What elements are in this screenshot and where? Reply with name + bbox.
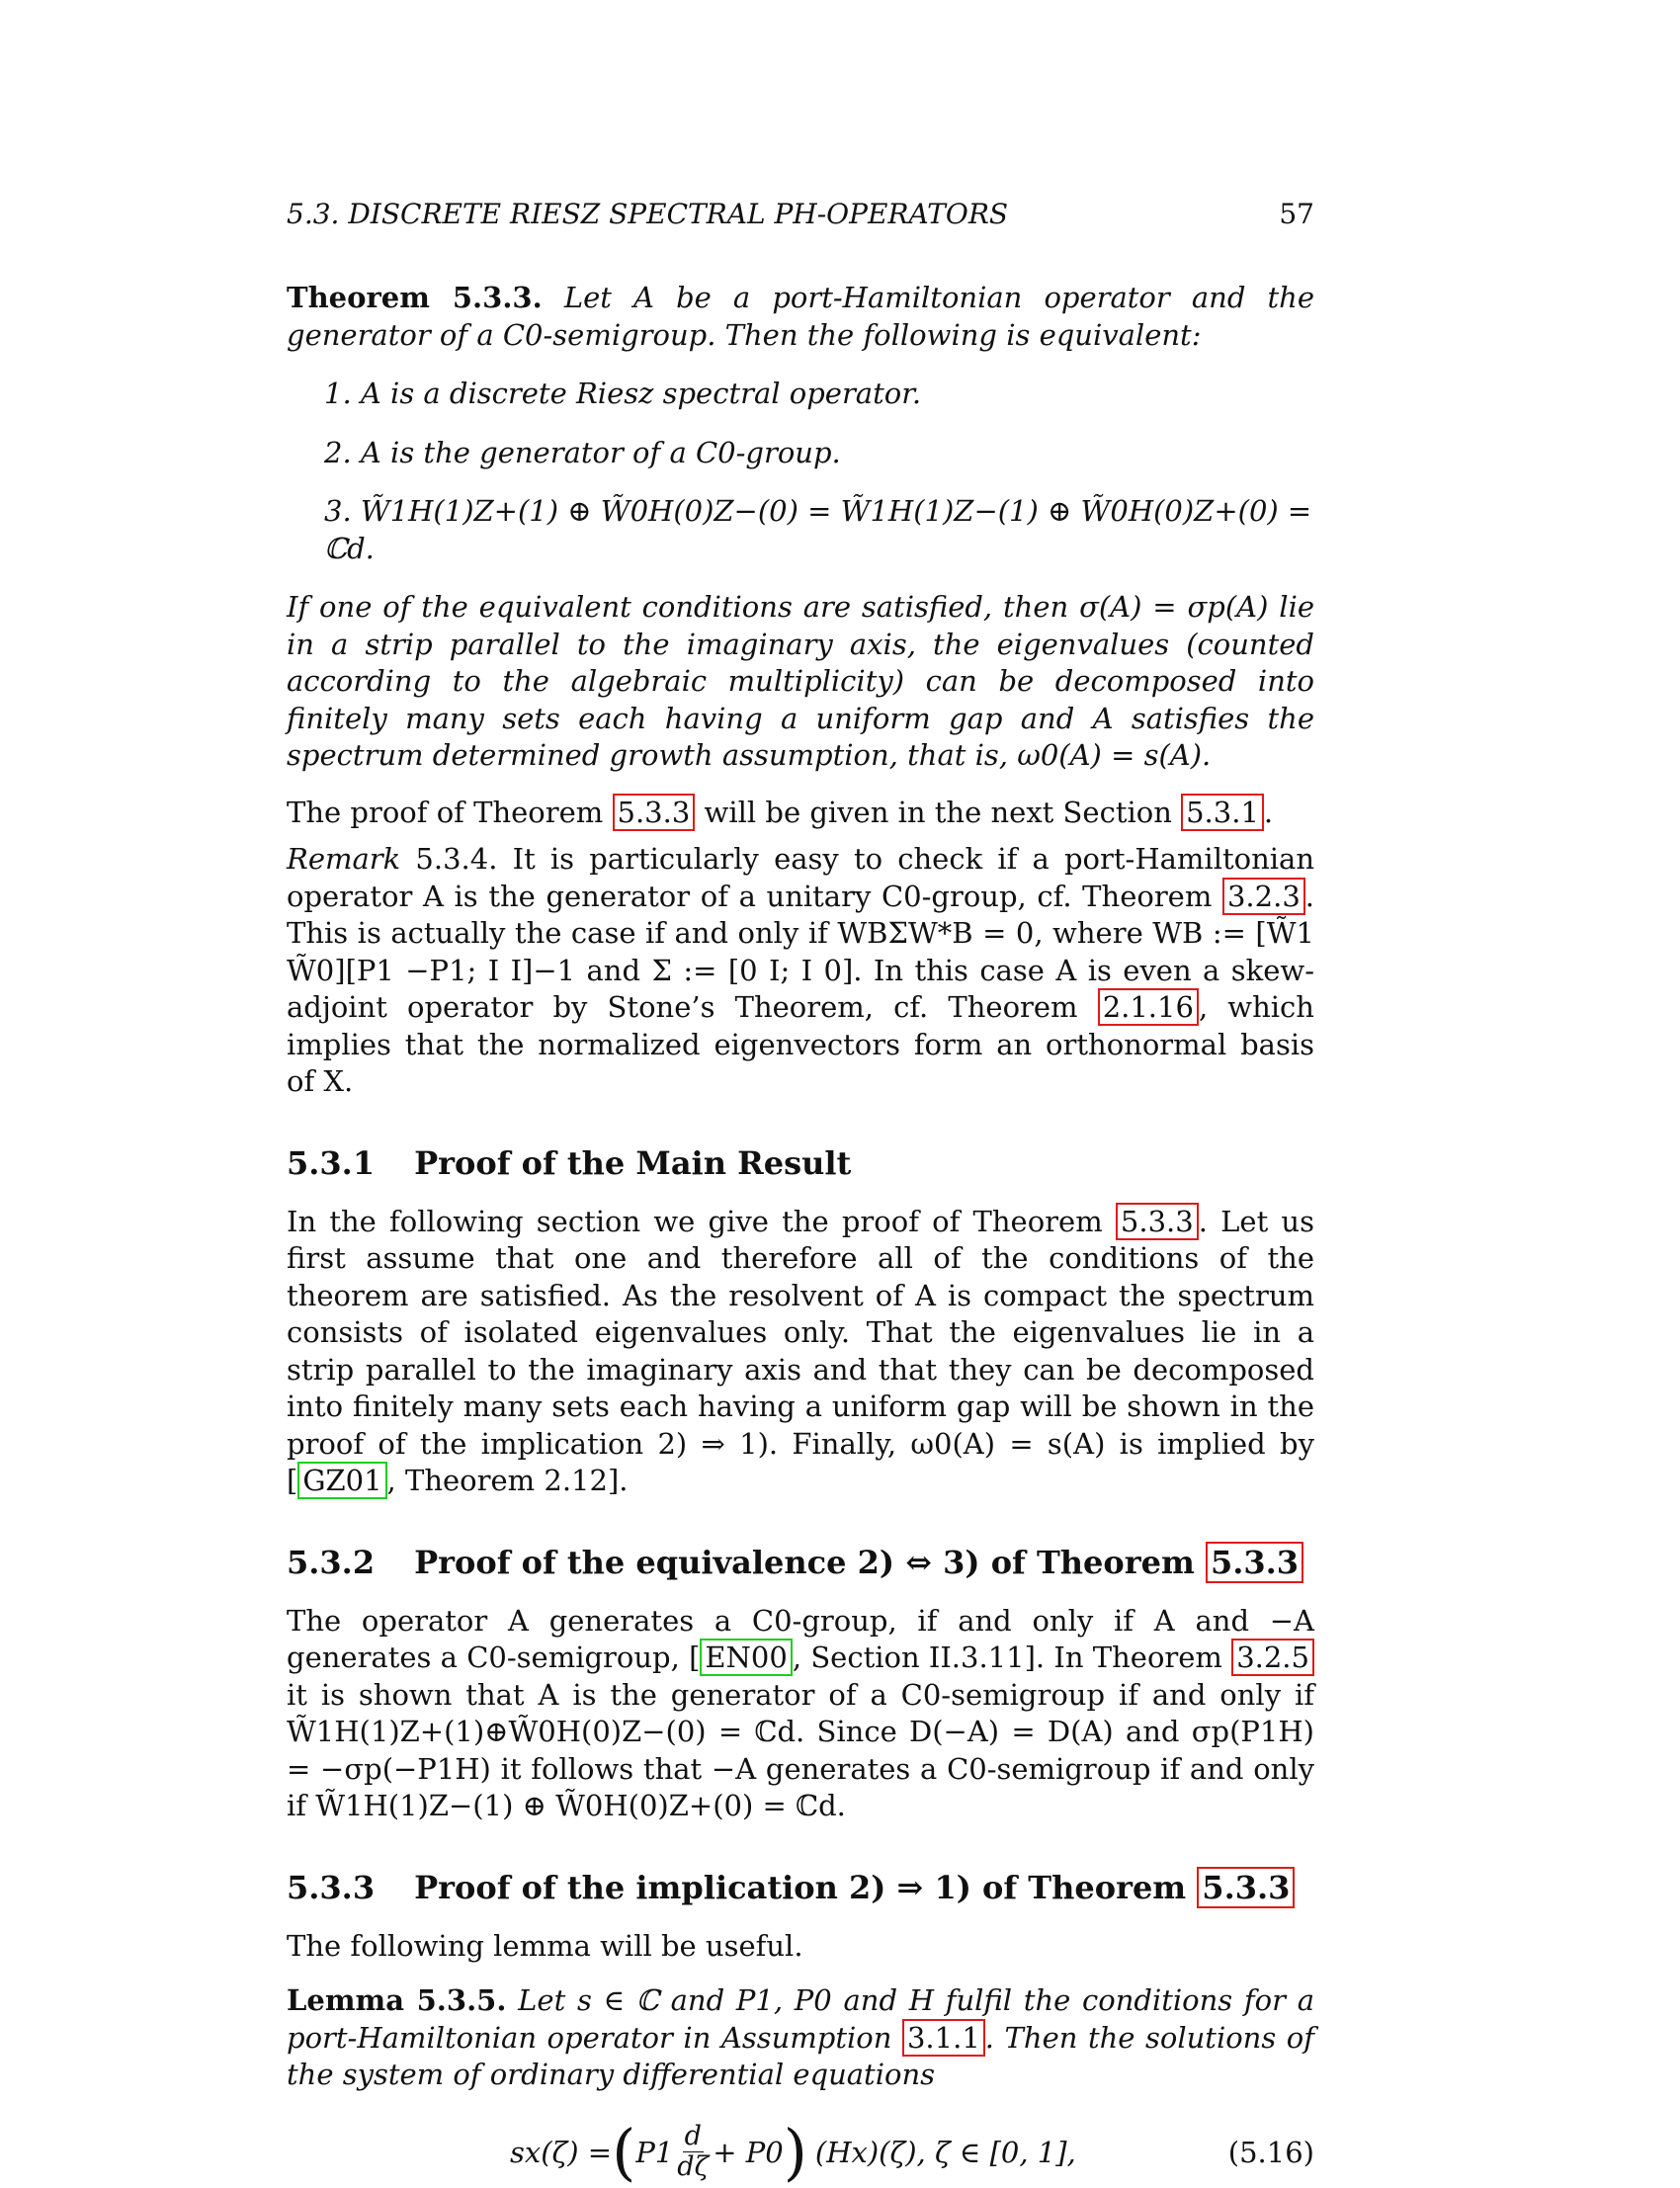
page	[287, 198, 1315, 2188]
equation-5-16	[287, 2115, 1314, 2188]
lemma-label: Lemma 5.3.5.	[287, 1983, 507, 2017]
lemma-text: . Then the solutions of the system of ordinary differential equations	[287, 2020, 1314, 2091]
remark-number: 5.3.4.	[400, 842, 513, 876]
section-heading	[287, 1544, 1314, 1581]
theorem-link[interactable]: 3.2.3	[1222, 878, 1305, 915]
equation-body	[510, 2115, 1076, 2188]
theorem-link[interactable]: 5.3.3	[1197, 1867, 1295, 1908]
section-text: In the following section we give the proof of Theorem	[287, 1204, 1116, 1238]
equation-number: (5.16)	[1227, 2135, 1314, 2169]
section-title	[414, 1544, 1303, 1581]
condition-item: 3. W̃1H(1)Z+(1) ⊕ W̃0H(0)Z−(0) = W̃1H(1)Z−(1) ⊕ W̃0H(0)Z+(0) = ℂd.	[324, 494, 1312, 565]
left-paren: (	[612, 2115, 636, 2188]
section-title: Proof of the Main Result	[414, 1143, 852, 1182]
theorem-link[interactable]: 5.3.3	[1116, 1203, 1199, 1240]
proof-note-text: The proof of Theorem	[287, 795, 613, 829]
proof-note-text: will be given in the next Section	[695, 795, 1182, 829]
theorem-link[interactable]: 5.3.3	[1206, 1542, 1303, 1583]
theorem-label: Theorem 5.3.3.	[287, 281, 543, 314]
section-text: it is shown that A is the generator of a C0-semigroup if and only if W̃1H(1)Z+(1)⊕W̃0H(0)Z−(0) = ℂd. Since D(−A) = D(A) and σp(P1H) = −σp(−P1H) it follows that −A generates a C0-semigroup if and only if W̃1H(1)Z−(1) ⊕ W̃0H(0)Z+(0) = ℂd.	[287, 1677, 1314, 1822]
citation-link[interactable]: EN00	[700, 1639, 792, 1676]
running-title: 5.3. DISCRETE RIESZ SPECTRAL PH-OPERATORS	[287, 198, 1009, 230]
section-body: The following lemma will be useful.	[287, 1928, 803, 1963]
equation-rhs: (Hx)(ζ), ζ ∈ [0, 1],	[814, 2135, 1076, 2169]
theorem-conditions	[324, 376, 1314, 567]
remark-label: Remark	[287, 842, 401, 876]
lemma-text: Let s ∈ ℂ and P1, P0 and H fulfil the conditions for a port-Hamiltonian operator in Assumption	[287, 1983, 1314, 2055]
page-number: 57	[1279, 198, 1314, 230]
condition-item: 1. A is a discrete Riesz spectral operator.	[324, 377, 922, 410]
theorem-statement	[287, 280, 1314, 354]
section-title-text: Proof of the implication 2) ⇒ 1) of Theorem	[414, 1868, 1198, 1906]
section-number: 5.3.1	[287, 1143, 376, 1182]
equation-p0: + P0	[713, 2135, 784, 2169]
remark-text: , which implies that the normalized eigenvectors form an orthonormal basis of X.	[287, 990, 1314, 1098]
section-text: . Let us first assume that one and therefore all of the conditions of the theorem are satisfied. As the resolvent of A is compact the spectrum consists of isolated eigenvalues only. That the eigenvalues lie in a strip parallel to the imaginary axis and that they can be decomposed into finitely many sets each having a uniform gap will be shown in the proof of the implication 2) ⇒ 1). Finally, ω0(A) = s(A) is implied by	[287, 1204, 1314, 1461]
fraction-numerator: d	[684, 2121, 702, 2151]
section-text: , Theorem 2.12].	[386, 1464, 629, 1497]
proof-note	[287, 795, 1314, 832]
proof-note-text: .	[1263, 795, 1274, 829]
equation-lhs: sx(ζ) =	[510, 2135, 613, 2169]
running-header	[287, 198, 1314, 230]
section-body: In the following section we give the proof of Theorem 5.3.3 . Let us first assume that one and therefore all of the conditions of the theorem are satisfied. As the resolvent of A is compact the spectrum consists of isolated eigenvalues only. That the eigenvalues lie in a strip parallel to the imaginary axis and that they can be decomposed into finitely many sets each having a uniform gap will be shown in the proof of the implication 2) ⇒ 1). Finally, ω0(A) = s(A) is implied by [ GZ01 , Theorem 2.12].	[287, 1204, 1314, 1497]
citation-link[interactable]: GZ01	[297, 1462, 386, 1499]
right-paren: )	[783, 2115, 807, 2188]
section-number: 5.3.2	[287, 1543, 376, 1581]
remark-text: . This is actually the case if and only if WBΣW*B = 0, where WB := [W̃1 W̃0][P1 −P1; I I]−1 and Σ := [0 I; I 0]. In this case A is even a skew-adjoint operator by Stone’s Theorem, cf. Theorem	[287, 879, 1314, 1024]
derivative-fraction	[677, 2122, 709, 2182]
section-body: The operator A generates a C0-group, if and only if A and −A generates a C0-semigroup, [ EN00 , Section II.3.11]. In Theorem 3.2.5 it is shown that A is the generator of a C0-semigroup if and only if W̃1H(1)Z+(1)⊕W̃0H(0)Z−(0) = ℂd. Since D(−A) = D(A) and σp(P1H) = −σp(−P1H) it follows that −A generates a C0-semigroup if and only if W̃1H(1)Z−(1) ⊕ W̃0H(0)Z+(0) = ℂd.	[287, 1603, 1314, 1822]
section-link[interactable]: 5.3.1	[1181, 794, 1264, 831]
theorem-link[interactable]: 2.1.16	[1098, 988, 1199, 1026]
remark	[287, 841, 1314, 1101]
theorem-intro: Let A be a port-Hamiltonian operator and the generator of a C0-semigroup. Then the following is equivalent:	[287, 281, 1315, 352]
theorem-link[interactable]: 5.3.3	[613, 794, 696, 831]
section-title	[414, 1869, 1295, 1906]
equation-p1: P1	[635, 2135, 674, 2169]
assumption-link[interactable]: 3.1.1	[902, 2019, 985, 2057]
section-number: 5.3.3	[287, 1868, 376, 1906]
lemma-statement	[287, 1982, 1314, 2094]
theorem-link[interactable]: 3.2.5	[1231, 1639, 1314, 1676]
section-text: The operator A generates a C0-group, if and only if A and −A generates a C0-semigroup,	[287, 1603, 1314, 1674]
remark-text: It is particularly easy to check if a port-Hamiltonian operator A is the generator of a unitary C0-group, cf. Theorem	[287, 842, 1314, 913]
fraction-denominator: dζ	[677, 2151, 710, 2182]
section-heading	[287, 1144, 1314, 1182]
section-title-text: Proof of the equivalence 2) ⇔ 3) of Theorem	[414, 1543, 1206, 1581]
section-heading	[287, 1869, 1314, 1906]
condition-item: 2. A is the generator of a C0-group.	[324, 435, 841, 469]
theorem-conclusion: If one of the equivalent conditions are satisfied, then σ(A) = σp(A) lie in a strip parallel to the imaginary axis, the eigenvalues (counted according to the algebraic multiplicity) can be decomposed into finitely many sets each having a uniform gap and A satisfies the spectrum determined growth assumption, that is, ω0(A) = s(A).	[287, 590, 1314, 772]
section-text: , Section II.3.11]. In Theorem	[792, 1641, 1232, 1674]
